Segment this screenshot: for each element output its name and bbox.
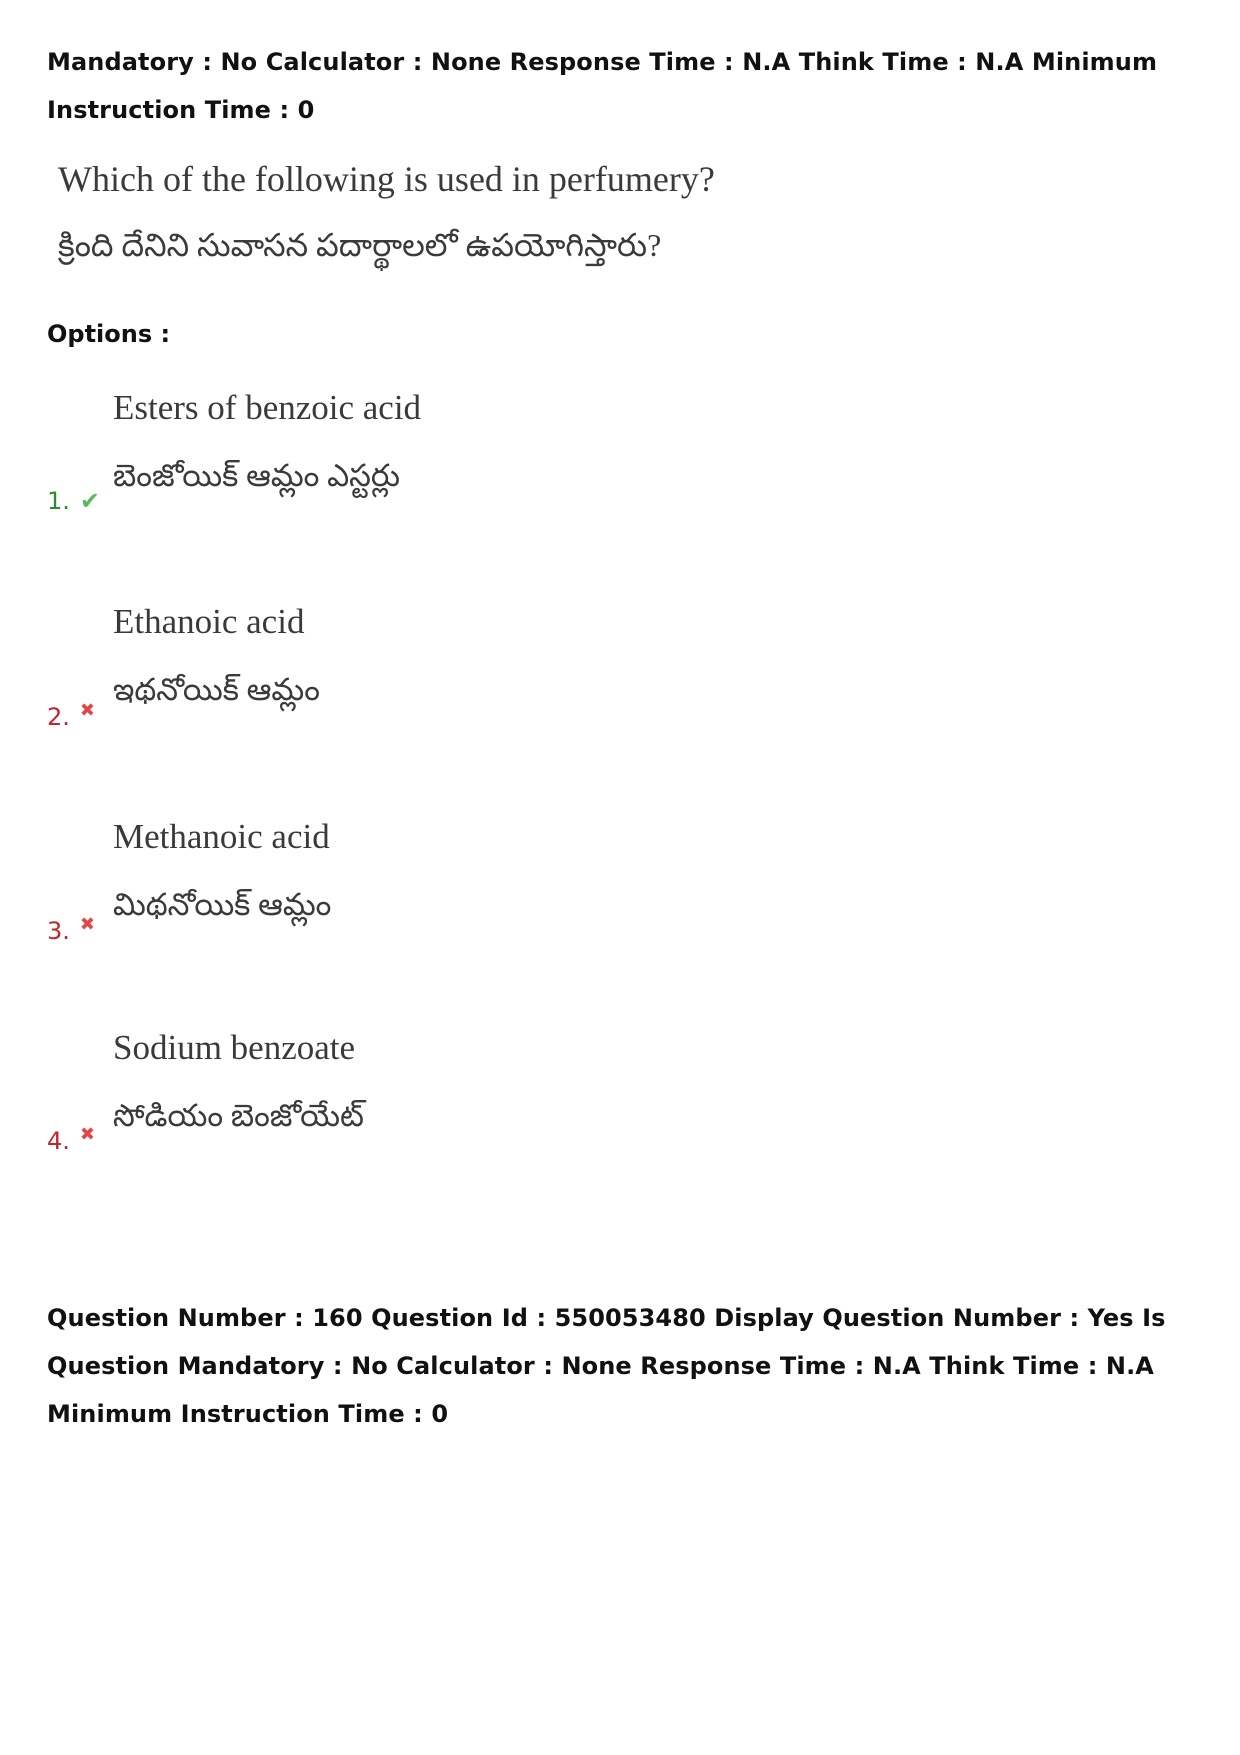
option-2-telugu: ఇథనోయిక్ ఆమ్లం — [113, 672, 320, 707]
option-1-telugu: బెంజోయిక్ ఆమ్లం ఎస్టర్లు — [113, 458, 400, 493]
cross-icon: ✖ — [79, 700, 95, 721]
question-metadata-top: Mandatory : No Calculator : None Response Time : N.A Think Time : N.A Minimum Instruction Time : 0 — [47, 48, 1158, 124]
option-2-number: 2. — [47, 703, 70, 731]
question-metadata-bottom: Question Number : 160 Question Id : 550053480 Display Question Number : Yes Is Question Mandatory : No Calculator : None Response Time : N.A Think Time : N.A Minimum Instruction Time : 0 — [47, 1304, 1166, 1428]
option-1-number: 1. — [47, 487, 70, 515]
option-4-text — [113, 1024, 364, 1140]
question-text-telugu: క్రింది దేనిని సువాసన పదార్థాలలో ఉపయోగిస్తారు? — [58, 227, 662, 263]
option-3-text — [113, 813, 331, 929]
option-4-english: Sodium benzoate — [113, 1028, 356, 1067]
option-4-marker — [47, 1126, 95, 1156]
option-3-telugu: మిథనోయిక్ ఆమ్లం — [113, 887, 332, 922]
option-1-text — [113, 384, 421, 500]
option-3-marker — [47, 916, 95, 946]
option-2-marker — [47, 702, 95, 732]
check-icon: ✔ — [79, 487, 101, 515]
option-2-english: Ethanoic acid — [113, 602, 305, 641]
question-block — [58, 154, 715, 270]
cross-icon: ✖ — [79, 1124, 95, 1145]
option-3-number: 3. — [47, 917, 70, 945]
option-4-telugu: సోడియం బెంజోయేట్ — [113, 1098, 364, 1133]
question-text-english: Which of the following is used in perfumery? — [58, 159, 715, 199]
cross-icon: ✖ — [79, 914, 95, 935]
option-2-text — [113, 598, 320, 714]
option-1-english: Esters of benzoic acid — [113, 388, 422, 427]
options-label: Options : — [47, 320, 171, 348]
option-1-marker — [47, 486, 100, 516]
option-3-english: Methanoic acid — [113, 817, 330, 856]
option-4-number: 4. — [47, 1127, 70, 1155]
